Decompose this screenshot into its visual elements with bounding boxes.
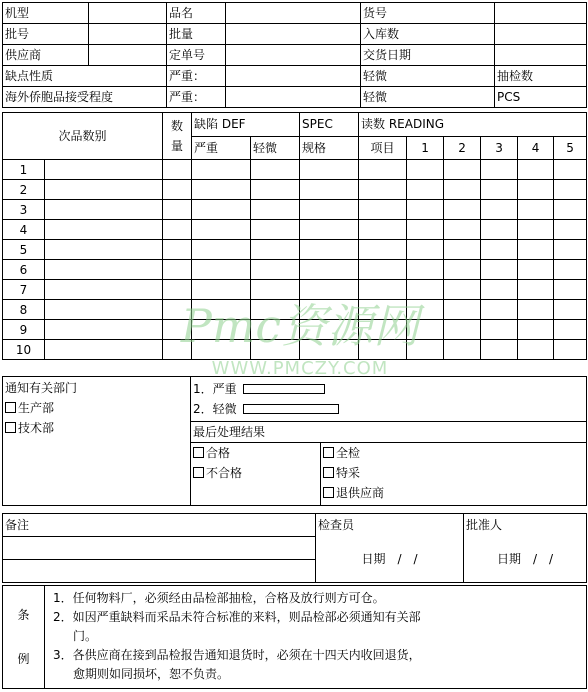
result-full-check-label: 全检 — [336, 446, 361, 460]
row-number: 2 — [3, 180, 45, 200]
defect-cell[interactable] — [481, 280, 518, 300]
defect-cell[interactable] — [163, 240, 192, 260]
defect-row — [3, 160, 587, 180]
defect-cell[interactable] — [407, 280, 444, 300]
defect-cell[interactable] — [45, 160, 163, 180]
defect-cell[interactable] — [444, 300, 481, 320]
defect-cell[interactable] — [554, 200, 587, 220]
item-no-field[interactable] — [495, 3, 587, 24]
row-number: 6 — [3, 260, 45, 280]
reading-col-3: 3 — [481, 136, 518, 160]
defect-cell[interactable] — [192, 220, 251, 240]
model-label: 机型 — [3, 3, 89, 24]
defect-cell[interactable] — [192, 280, 251, 300]
watermark-logo: Pmc资源网 — [180, 299, 420, 353]
defect-cell[interactable] — [45, 240, 163, 260]
defect-cell[interactable] — [300, 240, 359, 260]
defect-cell[interactable] — [359, 320, 407, 340]
defect-cell[interactable] — [359, 180, 407, 200]
notify-cell — [3, 377, 191, 506]
inspector-label: 检查员 — [316, 514, 464, 537]
defect-cell[interactable] — [45, 180, 163, 200]
defect-cell[interactable] — [251, 340, 300, 360]
supplier-field[interactable] — [89, 45, 167, 66]
terms-table — [2, 585, 587, 689]
defect-cell[interactable] — [518, 180, 554, 200]
row-number: 5 — [3, 240, 45, 260]
defect-cell[interactable] — [444, 260, 481, 280]
severe-field-2[interactable] — [226, 87, 361, 108]
defect-cell[interactable] — [554, 300, 587, 320]
defect-cell[interactable] — [163, 260, 192, 280]
defect-cell[interactable] — [481, 220, 518, 240]
defect-cell[interactable] — [518, 220, 554, 240]
defect-cell[interactable] — [481, 160, 518, 180]
term-2a: 2．如因严重缺料而采品未符合标准的来料，则品检部必须通知有关部 — [53, 610, 421, 624]
reading-header: 读数 READING — [359, 113, 587, 137]
defect-cell[interactable] — [359, 340, 407, 360]
defect-cell[interactable] — [481, 300, 518, 320]
result-special[interactable] — [323, 463, 584, 483]
defect-cell[interactable] — [163, 180, 192, 200]
defect-row — [3, 340, 587, 360]
result-pass-fail — [191, 443, 321, 506]
defect-cell[interactable] — [481, 180, 518, 200]
defect-cell[interactable] — [192, 340, 251, 360]
level-minor-label: 2．轻微 — [193, 402, 237, 416]
row-number: 8 — [3, 300, 45, 320]
defect-def-header: 缺陷 DEF — [192, 113, 300, 137]
defect-cell[interactable] — [518, 260, 554, 280]
defect-cell[interactable] — [163, 300, 192, 320]
checkbox-icon[interactable] — [5, 422, 16, 433]
remarks-field[interactable] — [3, 537, 316, 560]
defect-cell[interactable] — [359, 220, 407, 240]
term-3b: 愈期则如同损坏，恕不负责。 — [73, 667, 230, 681]
remarks-label: 备注 — [3, 514, 316, 537]
defect-cell[interactable] — [481, 200, 518, 220]
approver-label: 批准人 — [464, 514, 587, 537]
inspector-date[interactable]: 日期 / / — [316, 537, 464, 583]
defect-cell[interactable] — [554, 340, 587, 360]
qty-header-line2: 量 — [171, 139, 184, 153]
defect-cell[interactable] — [444, 280, 481, 300]
level-cell — [191, 377, 587, 422]
defect-cell[interactable] — [45, 280, 163, 300]
batch-no-field[interactable] — [89, 24, 167, 45]
defect-cell[interactable] — [251, 240, 300, 260]
defect-cell[interactable] — [45, 220, 163, 240]
defect-cell[interactable] — [518, 300, 554, 320]
defect-cell[interactable] — [444, 200, 481, 220]
defect-cell[interactable] — [45, 260, 163, 280]
order-no-field[interactable] — [226, 45, 361, 66]
item-no-label: 货号 — [361, 3, 495, 24]
result-title: 最后处理结果 — [191, 422, 587, 443]
row-number: 3 — [3, 200, 45, 220]
defect-cell[interactable] — [163, 320, 192, 340]
reading-col-5: 5 — [554, 136, 587, 160]
spec-col-header: 规格 — [300, 136, 359, 160]
defect-cell[interactable] — [192, 160, 251, 180]
reading-col-2: 2 — [444, 136, 481, 160]
notify-technical-label: 技术部 — [18, 421, 55, 435]
severe-label: 严重： — [167, 66, 226, 87]
terms-label-1: 条 — [17, 608, 30, 622]
model-field[interactable] — [89, 3, 167, 24]
terms-label-2: 例 — [17, 652, 30, 666]
minor-label: 轻微 — [361, 66, 495, 87]
defect-cell[interactable] — [359, 160, 407, 180]
defect-cell[interactable] — [45, 300, 163, 320]
defect-cell[interactable] — [163, 220, 192, 240]
defect-cell[interactable] — [300, 320, 359, 340]
defect-cell[interactable] — [407, 260, 444, 280]
defect-cell[interactable] — [300, 160, 359, 180]
defect-cell[interactable] — [554, 320, 587, 340]
disposition-table — [2, 376, 587, 506]
defect-cell[interactable] — [444, 160, 481, 180]
defect-cell[interactable] — [251, 300, 300, 320]
defect-nature-label: 缺点性质 — [3, 66, 167, 87]
defect-cell[interactable] — [300, 200, 359, 220]
defect-cell[interactable] — [192, 180, 251, 200]
signoff-table — [2, 513, 587, 583]
defect-cell[interactable] — [444, 340, 481, 360]
notify-technical[interactable] — [5, 418, 188, 438]
defect-cell[interactable] — [163, 280, 192, 300]
defect-cell[interactable] — [444, 180, 481, 200]
defect-cell[interactable] — [407, 180, 444, 200]
level-severe-label: 1．严重 — [193, 382, 237, 396]
defect-cell[interactable] — [407, 300, 444, 320]
defect-category-header: 次品数别 — [3, 113, 163, 160]
remarks-field-2[interactable] — [3, 560, 316, 583]
defect-cell[interactable] — [163, 340, 192, 360]
term-1: 1．任何物料厂，必须经由品检部抽检，合格及放行则方可仓。 — [53, 591, 385, 605]
defect-cell[interactable] — [251, 180, 300, 200]
severe-field[interactable] — [226, 66, 361, 87]
batch-qty-label: 批量 — [167, 24, 226, 45]
approver-date[interactable]: 日期 / / — [464, 537, 587, 583]
checkbox-icon[interactable] — [323, 447, 334, 458]
defect-row — [3, 200, 587, 220]
header-table — [2, 2, 587, 108]
level-minor[interactable] — [193, 399, 584, 419]
product-name-field[interactable] — [226, 3, 361, 24]
overseas-accept-label: 海外侨胞品接受程度 — [3, 87, 167, 108]
defect-cell[interactable] — [554, 240, 587, 260]
defect-table — [2, 112, 587, 360]
defect-cell[interactable] — [251, 200, 300, 220]
reading-col-1: 1 — [407, 136, 444, 160]
defect-cell[interactable] — [251, 260, 300, 280]
defect-cell[interactable] — [518, 280, 554, 300]
watermark-url: WWW.PMCZY.COM — [211, 358, 389, 379]
supplier-label: 供应商 — [3, 45, 89, 66]
defect-cell[interactable] — [481, 240, 518, 260]
defect-cell[interactable] — [359, 240, 407, 260]
defect-cell[interactable] — [251, 280, 300, 300]
defect-cell[interactable] — [251, 160, 300, 180]
defect-cell[interactable] — [407, 220, 444, 240]
defect-cell[interactable] — [300, 180, 359, 200]
defect-cell[interactable] — [518, 160, 554, 180]
defect-cell[interactable] — [554, 280, 587, 300]
defect-cell[interactable] — [192, 260, 251, 280]
result-pass-label: 合格 — [206, 446, 231, 460]
defect-row — [3, 320, 587, 340]
level-minor-bar[interactable] — [243, 404, 339, 414]
defect-cell[interactable] — [192, 320, 251, 340]
stock-in-field[interactable] — [495, 24, 587, 45]
defect-cell[interactable] — [407, 320, 444, 340]
defect-cell[interactable] — [251, 320, 300, 340]
defect-cell[interactable] — [300, 260, 359, 280]
result-actions — [321, 443, 587, 506]
defect-cell[interactable] — [45, 320, 163, 340]
term-3a: 3．各供应商在接到品检报告通知退货时，必须在十四天内收回退货， — [53, 648, 421, 662]
defect-cell[interactable] — [45, 340, 163, 360]
pcs-label: PCS — [495, 87, 587, 108]
checkbox-icon[interactable] — [323, 487, 334, 498]
checkbox-icon[interactable] — [5, 402, 16, 413]
defect-cell[interactable] — [163, 200, 192, 220]
defect-cell[interactable] — [45, 200, 163, 220]
row-number: 10 — [3, 340, 45, 360]
checkbox-icon[interactable] — [193, 447, 204, 458]
sample-qty-label: 抽检数 — [495, 66, 587, 87]
notify-production[interactable] — [5, 398, 188, 418]
qty-header — [163, 113, 192, 160]
spec-header: SPEC — [300, 113, 359, 137]
defect-cell[interactable] — [444, 220, 481, 240]
defect-cell[interactable] — [554, 180, 587, 200]
defect-cell[interactable] — [518, 240, 554, 260]
defect-cell[interactable] — [300, 220, 359, 240]
defect-cell[interactable] — [300, 300, 359, 320]
notify-title: 通知有关部门 — [5, 381, 78, 395]
defect-cell[interactable] — [359, 280, 407, 300]
defect-cell[interactable] — [192, 240, 251, 260]
qty-header-line1: 数 — [171, 119, 184, 133]
checkbox-icon[interactable] — [193, 467, 204, 478]
notify-production-label: 生产部 — [18, 401, 55, 415]
severe-label-2: 严重： — [167, 87, 226, 108]
defect-cell[interactable] — [407, 160, 444, 180]
item-col-header: 项目 — [359, 136, 407, 160]
defect-cell[interactable] — [407, 340, 444, 360]
minor-col-header: 轻微 — [251, 136, 300, 160]
defect-row — [3, 180, 587, 200]
defect-cell[interactable] — [359, 200, 407, 220]
term-2b: 门。 — [73, 629, 98, 643]
row-number: 7 — [3, 280, 45, 300]
stock-in-label: 入库数 — [361, 24, 495, 45]
level-severe[interactable] — [193, 379, 584, 399]
reading-col-4: 4 — [518, 136, 554, 160]
defect-cell[interactable] — [407, 240, 444, 260]
result-return[interactable] — [323, 483, 584, 503]
defect-cell[interactable] — [518, 320, 554, 340]
defect-cell[interactable] — [192, 200, 251, 220]
product-name-label: 品名 — [167, 3, 226, 24]
terms-label — [3, 586, 45, 689]
batch-qty-field[interactable] — [226, 24, 361, 45]
terms-content — [45, 586, 587, 689]
result-full-check[interactable] — [323, 443, 584, 463]
delivery-date-field[interactable] — [495, 45, 587, 66]
defect-cell[interactable] — [251, 220, 300, 240]
row-number: 9 — [3, 320, 45, 340]
level-severe-bar[interactable] — [243, 384, 325, 394]
defect-cell[interactable] — [481, 340, 518, 360]
severe-col-header: 严重 — [192, 136, 251, 160]
defect-cell[interactable] — [359, 260, 407, 280]
defect-cell[interactable] — [554, 220, 587, 240]
defect-cell[interactable] — [300, 280, 359, 300]
row-number: 1 — [3, 160, 45, 180]
result-return-label: 退供应商 — [336, 486, 385, 500]
defect-cell[interactable] — [518, 340, 554, 360]
defect-cell[interactable] — [481, 260, 518, 280]
defect-cell[interactable] — [444, 320, 481, 340]
minor-label-2: 轻微 — [361, 87, 495, 108]
defect-cell[interactable] — [444, 240, 481, 260]
row-number: 4 — [3, 220, 45, 240]
defect-row — [3, 220, 587, 240]
defect-cell[interactable] — [163, 160, 192, 180]
batch-no-label: 批号 — [3, 24, 89, 45]
defect-row — [3, 240, 587, 260]
result-special-label: 特采 — [336, 466, 361, 480]
defect-cell[interactable] — [359, 300, 407, 320]
defect-cell[interactable] — [481, 320, 518, 340]
defect-cell[interactable] — [554, 160, 587, 180]
defect-cell[interactable] — [554, 260, 587, 280]
defect-cell[interactable] — [300, 340, 359, 360]
result-fail[interactable] — [193, 463, 318, 483]
checkbox-icon[interactable] — [323, 467, 334, 478]
delivery-date-label: 交货日期 — [361, 45, 495, 66]
result-fail-label: 不合格 — [206, 466, 243, 480]
defect-row — [3, 260, 587, 280]
defect-cell[interactable] — [192, 300, 251, 320]
result-pass[interactable] — [193, 443, 318, 463]
order-no-label: 定单号 — [167, 45, 226, 66]
defect-cell[interactable] — [518, 200, 554, 220]
defect-row — [3, 280, 587, 300]
defect-rows — [3, 160, 587, 360]
defect-cell[interactable] — [407, 200, 444, 220]
defect-row — [3, 300, 587, 320]
